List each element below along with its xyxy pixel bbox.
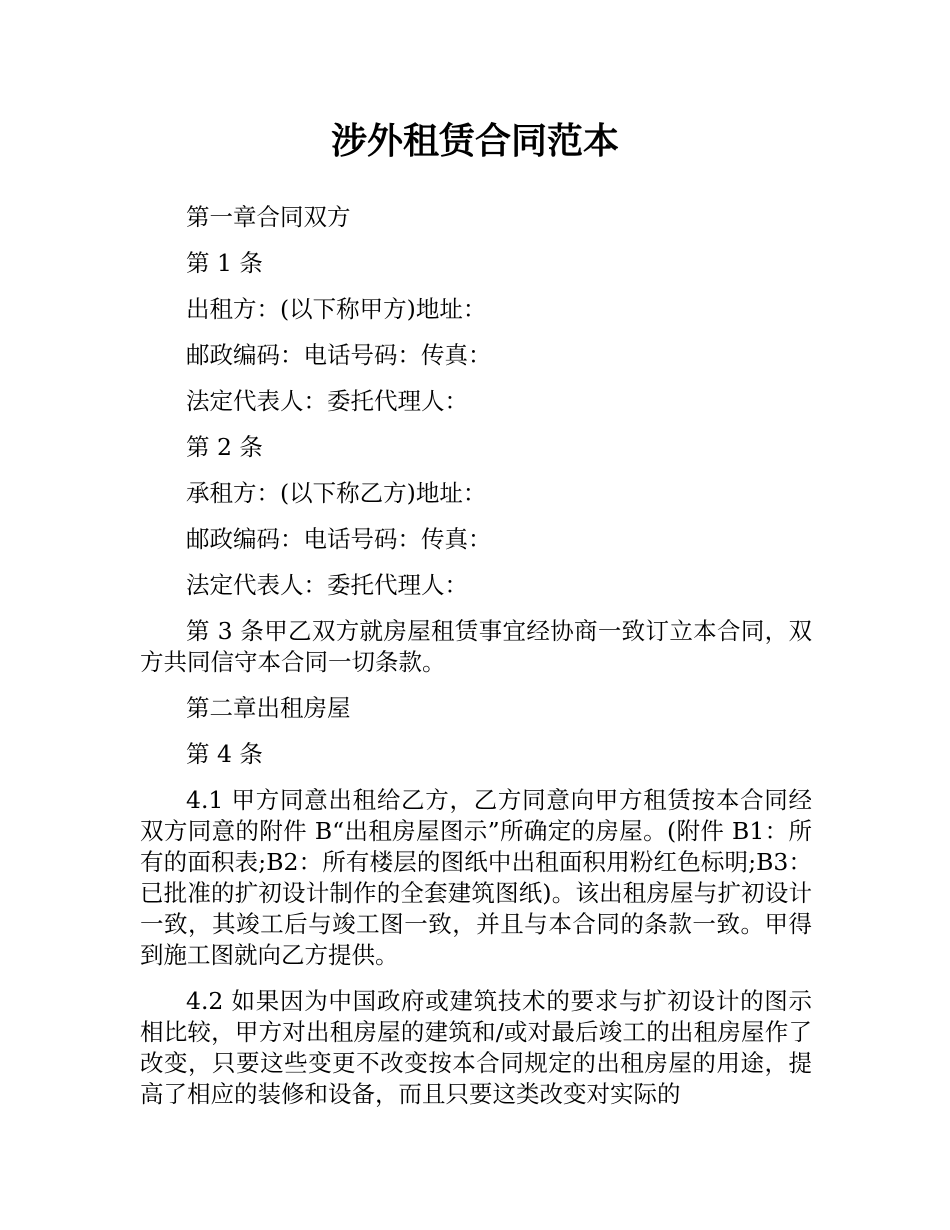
chapter-heading: 第一章合同双方 [186, 203, 351, 231]
article-number: 第 1 条 [186, 249, 263, 277]
lessor-contact-line: 邮政编码：电话号码：传真： [186, 341, 492, 369]
clause-paragraph: 4.2 如果因为中国政府或建筑技术的要求与扩初设计的图示相比较，甲方对出租房屋的建筑和/或对最后竣工的出租房屋作了改变，只要这些变更不改变按本合同规定的出租房屋的用途，提高了相应的装修和设备，而且只要这类改变对实际的 [140, 987, 812, 1108]
article-paragraph: 第 3 条甲乙双方就房屋租赁事宜经协商一致订立本合同，双方共同信守本合同一切条款。 [140, 617, 812, 676]
lessee-contact-line: 邮政编码：电话号码：传真： [186, 525, 492, 553]
article-number: 第 4 条 [186, 740, 263, 768]
chapter-heading: 第二章出租房屋 [186, 694, 351, 722]
article-number: 第 2 条 [186, 433, 263, 461]
document-body [140, 202, 812, 1125]
document-title: 涉外租赁合同范本 [330, 121, 619, 162]
lessee-representative-line: 法定代表人：委托代理人： [186, 571, 468, 599]
clause-paragraph: 4.1 甲方同意出租给乙方，乙方同意向甲方租赁按本合同经双方同意的附件 B“出租房屋图示”所确定的房屋。(附件 B1：所有的面积表;B2：所有楼层的图纸中出租面积用粉红色标明;B3：已批准的扩初设计制作的全套建筑图纸)。该出租房屋与扩初设计一致，其竣工后与竣工图一致，并且与本合同的条款一致。甲得到施工图就向乙方提供。 [140, 786, 812, 969]
lessor-line: 出租方：(以下称甲方)地址： [186, 295, 487, 323]
lessor-representative-line: 法定代表人：委托代理人： [186, 387, 468, 415]
lessee-line: 承租方：(以下称乙方)地址： [186, 479, 487, 507]
